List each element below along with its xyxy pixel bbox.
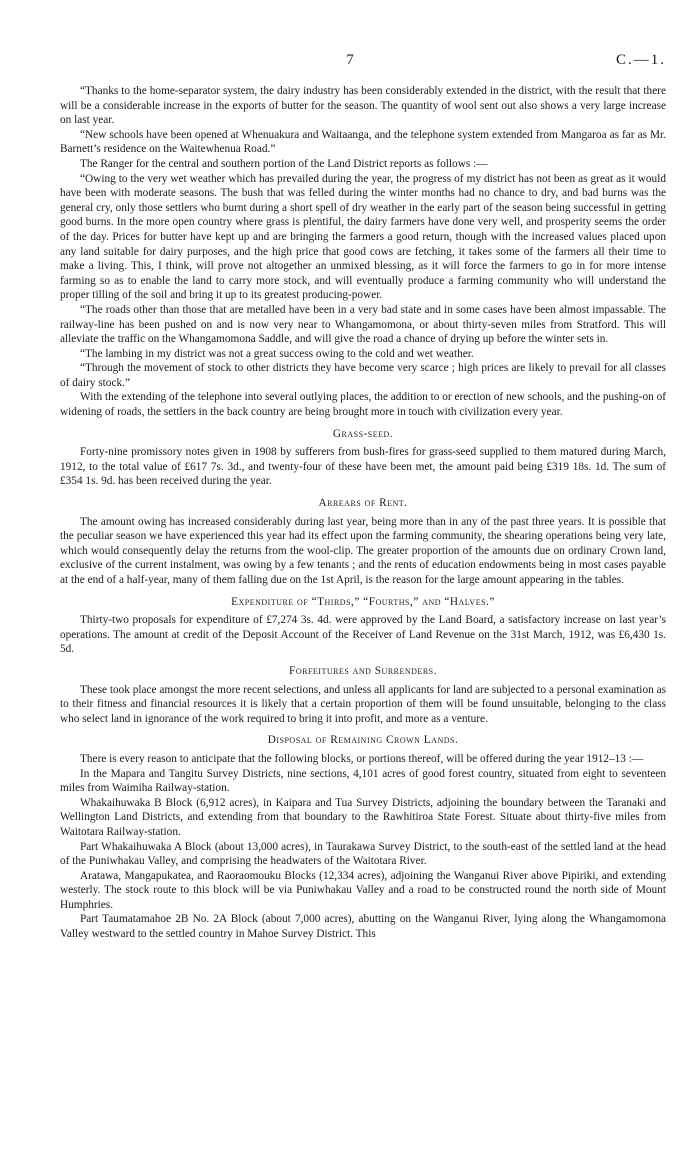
paragraph: The Ranger for the central and southern portion of the Land District reports as follows :—: [80, 157, 488, 170]
paragraph: In the Mapara and Tangitu Survey Districts, nine sections, 4,101 acres of good forest country, situated from eight to seventeen miles from Waimiha Railway-station.: [60, 767, 666, 795]
section-heading-grass-seed: Grass-seed.: [332, 427, 394, 440]
document-body: [60, 84, 666, 942]
paragraph: The amount owing has increased considerably during last year, being more than in any of the past three years. It is possible that the peculiar season we have experienced this year had its effect upon the farming community, the shearing operations being very late, which would consequently delay the returns from the wool-clip. The greater proportion of the amounts due on ordinary Crown land, exclusive of the current instalment, was owing by a few tenants ; and the rents of education endowments being in most cases payable at the end of a half-year, many of them falling due on the 1st April, is the reason for the large amount appearing in the tables.: [60, 515, 666, 586]
paragraph: “Through the movement of stock to other districts they have become very scarce ; high prices are likely to prevail for all classes of dairy stock.”: [60, 362, 666, 389]
paragraph: “The roads other than those that are metalled have been in a very bad state and in some cases have been almost impassable. The railway-line has been pushed on and is now very near to Whangamomona, or about thirty-seven miles from Stratford. This will alleviate the traffic on the Whangamomona Saddle, and will give the road a chance of drying up before the winter sets in.: [60, 303, 666, 346]
section-heading-arrears-of-rent: Arrears of Rent.: [318, 497, 408, 510]
paragraph: Thirty-two proposals for expenditure of £7,274 3s. 4d. were approved by the Land Board, a satisfactory increase on last year’s operations. The amount at credit of the Deposit Account of the Receiver of Land Revenue on the 31st March, 1912, was £6,430 1s. 5d.: [60, 614, 666, 656]
document-reference: C.—1.: [615, 52, 666, 68]
paragraph: “The lambing in my district was not a great success owing to the cold and wet weather.: [80, 347, 474, 360]
paragraph: These took place amongst the more recent selections, and unless all applicants for land are subjected to a personal examination as to their fitness and financial resources it is likely that a certain proportion of them will be found unsuitable, belonging to the class who select land in ignorance of the work required to bring it into profit, and more as a venture.: [60, 683, 666, 725]
section-heading-expenditure: Expenditure of “Thirds,” “Fourths,” and “Halves.”: [231, 595, 495, 608]
section-heading-forfeitures: Forfeitures and Surrenders.: [289, 664, 437, 677]
paragraph: “Thanks to the home-separator system, the dairy industry has been considerably extended in the district, with the result that there will be a considerable increase in the exports of butter for the season. The quantity of wool sent out also shows a very large increase on last year.: [60, 85, 666, 127]
paragraph: There is every reason to anticipate that the following blocks, or portions thereof, will be offered during the year 1912–13 :—: [80, 752, 644, 765]
paragraph: Aratawa, Mangapukatea, and Raoraomouku Blocks (12,334 acres), adjoining the Wanganui River above Pipiriki, and extending westerly. The stock route to this block will be via Puniwhakau Valley and a road to be constructed round the north side of Mount Humphries.: [60, 869, 666, 911]
paragraph: Part Taumatamahoe 2B No. 2A Block (about 7,000 acres), abutting on the Wanganui River, lying along the Whangamomona Valley westward to the settled country in Mahoe Survey District. This: [60, 913, 666, 941]
paragraph: Whakaihuwaka B Block (6,912 acres), in Kaipara and Tua Survey Districts, adjoining the boundary between the Taranaki and Wellington Land Districts, and extending from that boundary to the Rawhitiroa State Forest. Situate about thirty-five miles from Waitotara Railway-station.: [60, 796, 666, 838]
paragraph: Part Whakaihuwaka A Block (about 13,000 acres), in Taurakawa Survey District, to the south-east of the settled land at the head of the Puniwhakau Valley, and comprising the headwaters of the Waitotara River.: [60, 840, 666, 868]
paragraph: Forty-nine promissory notes given in 1908 by sufferers from bush-fires for grass-seed supplied to them matured during March, 1912, to the total value of £617 7s. 3d., and twenty-four of these have been met, the amount paid being £319 18s. 1d. The sum of £354 1s. 9d. has been received during the year.: [60, 446, 666, 488]
paragraph: “New schools have been opened at Whenuakura and Waitaanga, and the telephone system extended from Mangaroa as far as Mr. Barnett’s residence on the Waitewhenua Road.”: [60, 128, 666, 156]
section-heading-disposal: Disposal of Remaining Crown Lands.: [267, 734, 459, 747]
paragraph: With the extending of the telephone into several outlying places, the addition to or erection of new schools, and the pushing-on of widening of roads, the settlers in the back country are being brought more in touch with civilization every year.: [60, 391, 666, 419]
paragraph: “Owing to the very wet weather which has prevailed during the year, the progress of my district has not been as great as it would have been with moderate seasons. The bush that was felled during the winter months had no chance to dry, and bad burns was the general cry, only those settlers who burnt during a short spell of dry weather in the early part of the season being successful in getting good burns. In the more open country where grass is plentiful, the dairy farmers have done very well, and prosperity seems the order of the day. Prices for butter have kept up and are bringing the farmers a good return, though with the increased values placed upon any land suitable for dairy purposes, and the high price that good cows are fetching, it takes some of the farmers all their time to make a living. This, I think, will prove not altogether an unmixed blessing, as it will force the farmers to go in for more intense farming so as to enable the land to carry more stock, and will eventually produce a farming community who will understand the proper tilling of the soil and bring it up to its greatest producing-power.: [60, 172, 666, 302]
page-number: 7: [346, 52, 354, 68]
